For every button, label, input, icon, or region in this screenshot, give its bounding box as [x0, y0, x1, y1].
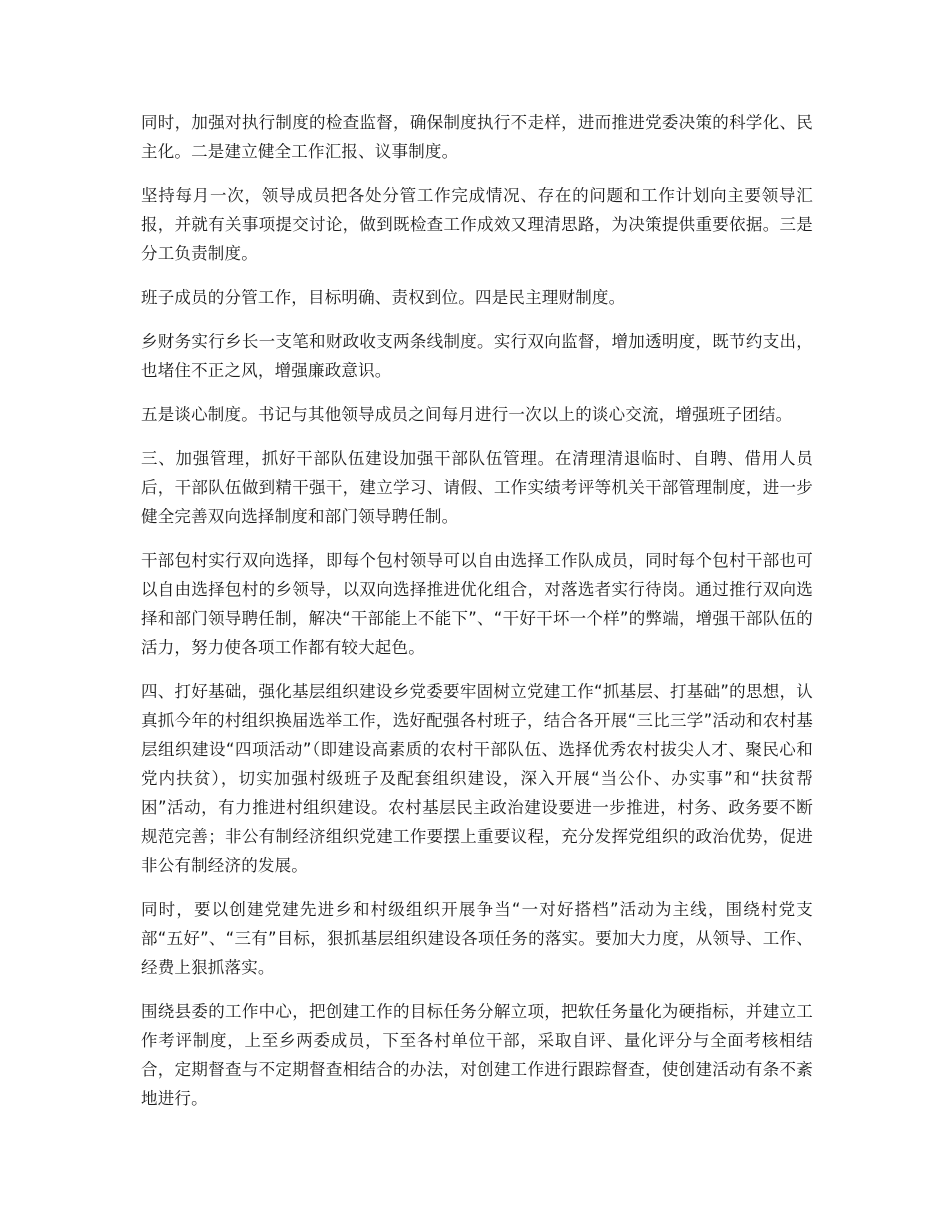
paragraph-8: 四、打好基础，强化基层组织建设乡党委要牢固树立党建工作“抓基层、打基础”的思想，认真抓今年的村组织换届选举工作，选好配强各村班子，结合各开展“三比三学”活动和农村基层组织建设“四项活动”（即建设高素质的农村干部队伍、选择优秀农村拔尖人才、聚民心和党内扶贫），切实加强村级班子及配套组织建设，深入开展“当公仆、办实事”和“扶贫帮困”活动，有力推进村组织建设。农村基层民主政治建设要进一步推进，村务、政务要不断规范完善；非公有制经济组织党建工作要摆上重要议程，充分发挥党组织的政治优势，促进非公有制经济的发展。 [141, 682, 813, 875]
paragraph-10: 围绕县委的工作中心，把创建工作的目标任务分解立项，把软任务量化为硬指标，并建立工作考评制度，上至乡两委成员，下至各村单位干部，采取自评、量化评分与全面考核相结合，定期督查与不定期督查相结合的办法，对创建工作进行跟踪督查，使创建活动有条不紊地进行。 [141, 1002, 813, 1108]
paragraph-9: 同时，要以创建党建先进乡和村级组织开展争当“一对好搭档”活动为主线，围绕村党支部“五好”、“三有”目标，狠抓基层组织建设各项任务的落实。要加大力度，从领导、工作、经费上狠抓落实。 [141, 900, 813, 977]
paragraph-1: 同时，加强对执行制度的检查监督，确保制度执行不走样，进而推进党委决策的科学化、民主化。二是建立健全工作汇报、议事制度。 [141, 113, 813, 161]
paragraph-3: 班子成员的分管工作，目标明确、责权到位。四是民主理财制度。 [141, 288, 626, 307]
paragraph-4: 乡财务实行乡长一支笔和财政收支两条线制度。实行双向监督，增加透明度，既节约支出，也堵住不正之风，增强廉政意识。 [141, 332, 813, 380]
paragraph-7: 干部包村实行双向选择，即每个包村领导可以自由选择工作队成员，同时每个包村干部也可以自由选择包村的乡领导，以双向选择推进优化组合，对落选者实行待岗。通过推行双向选择和部门领导聘任制，解决“干部能上不能下”、“干好干坏一个样”的弊端，增强干部队伍的活力，努力使各项工作都有较大起色。 [141, 551, 813, 657]
paragraph-2: 坚持每月一次，领导成员把各处分管工作完成情况、存在的问题和工作计划向主要领导汇报，并就有关事项提交讨论，做到既检查工作成效又理清思路，为决策提供重要依据。三是分工负责制度。 [141, 186, 813, 263]
paragraph-6: 三、加强管理，抓好干部队伍建设加强干部队伍管理。在清理清退临时、自聘、借用人员后，干部队伍做到精干强干，建立学习、请假、工作实绩考评等机关干部管理制度，进一步健全完善双向选择制度和部门领导聘任制。 [141, 449, 813, 526]
document-body [141, 108, 813, 1128]
paragraph-5: 五是谈心制度。书记与其他领导成员之间每月进行一次以上的谈心交流，增强班子团结。 [141, 405, 793, 424]
